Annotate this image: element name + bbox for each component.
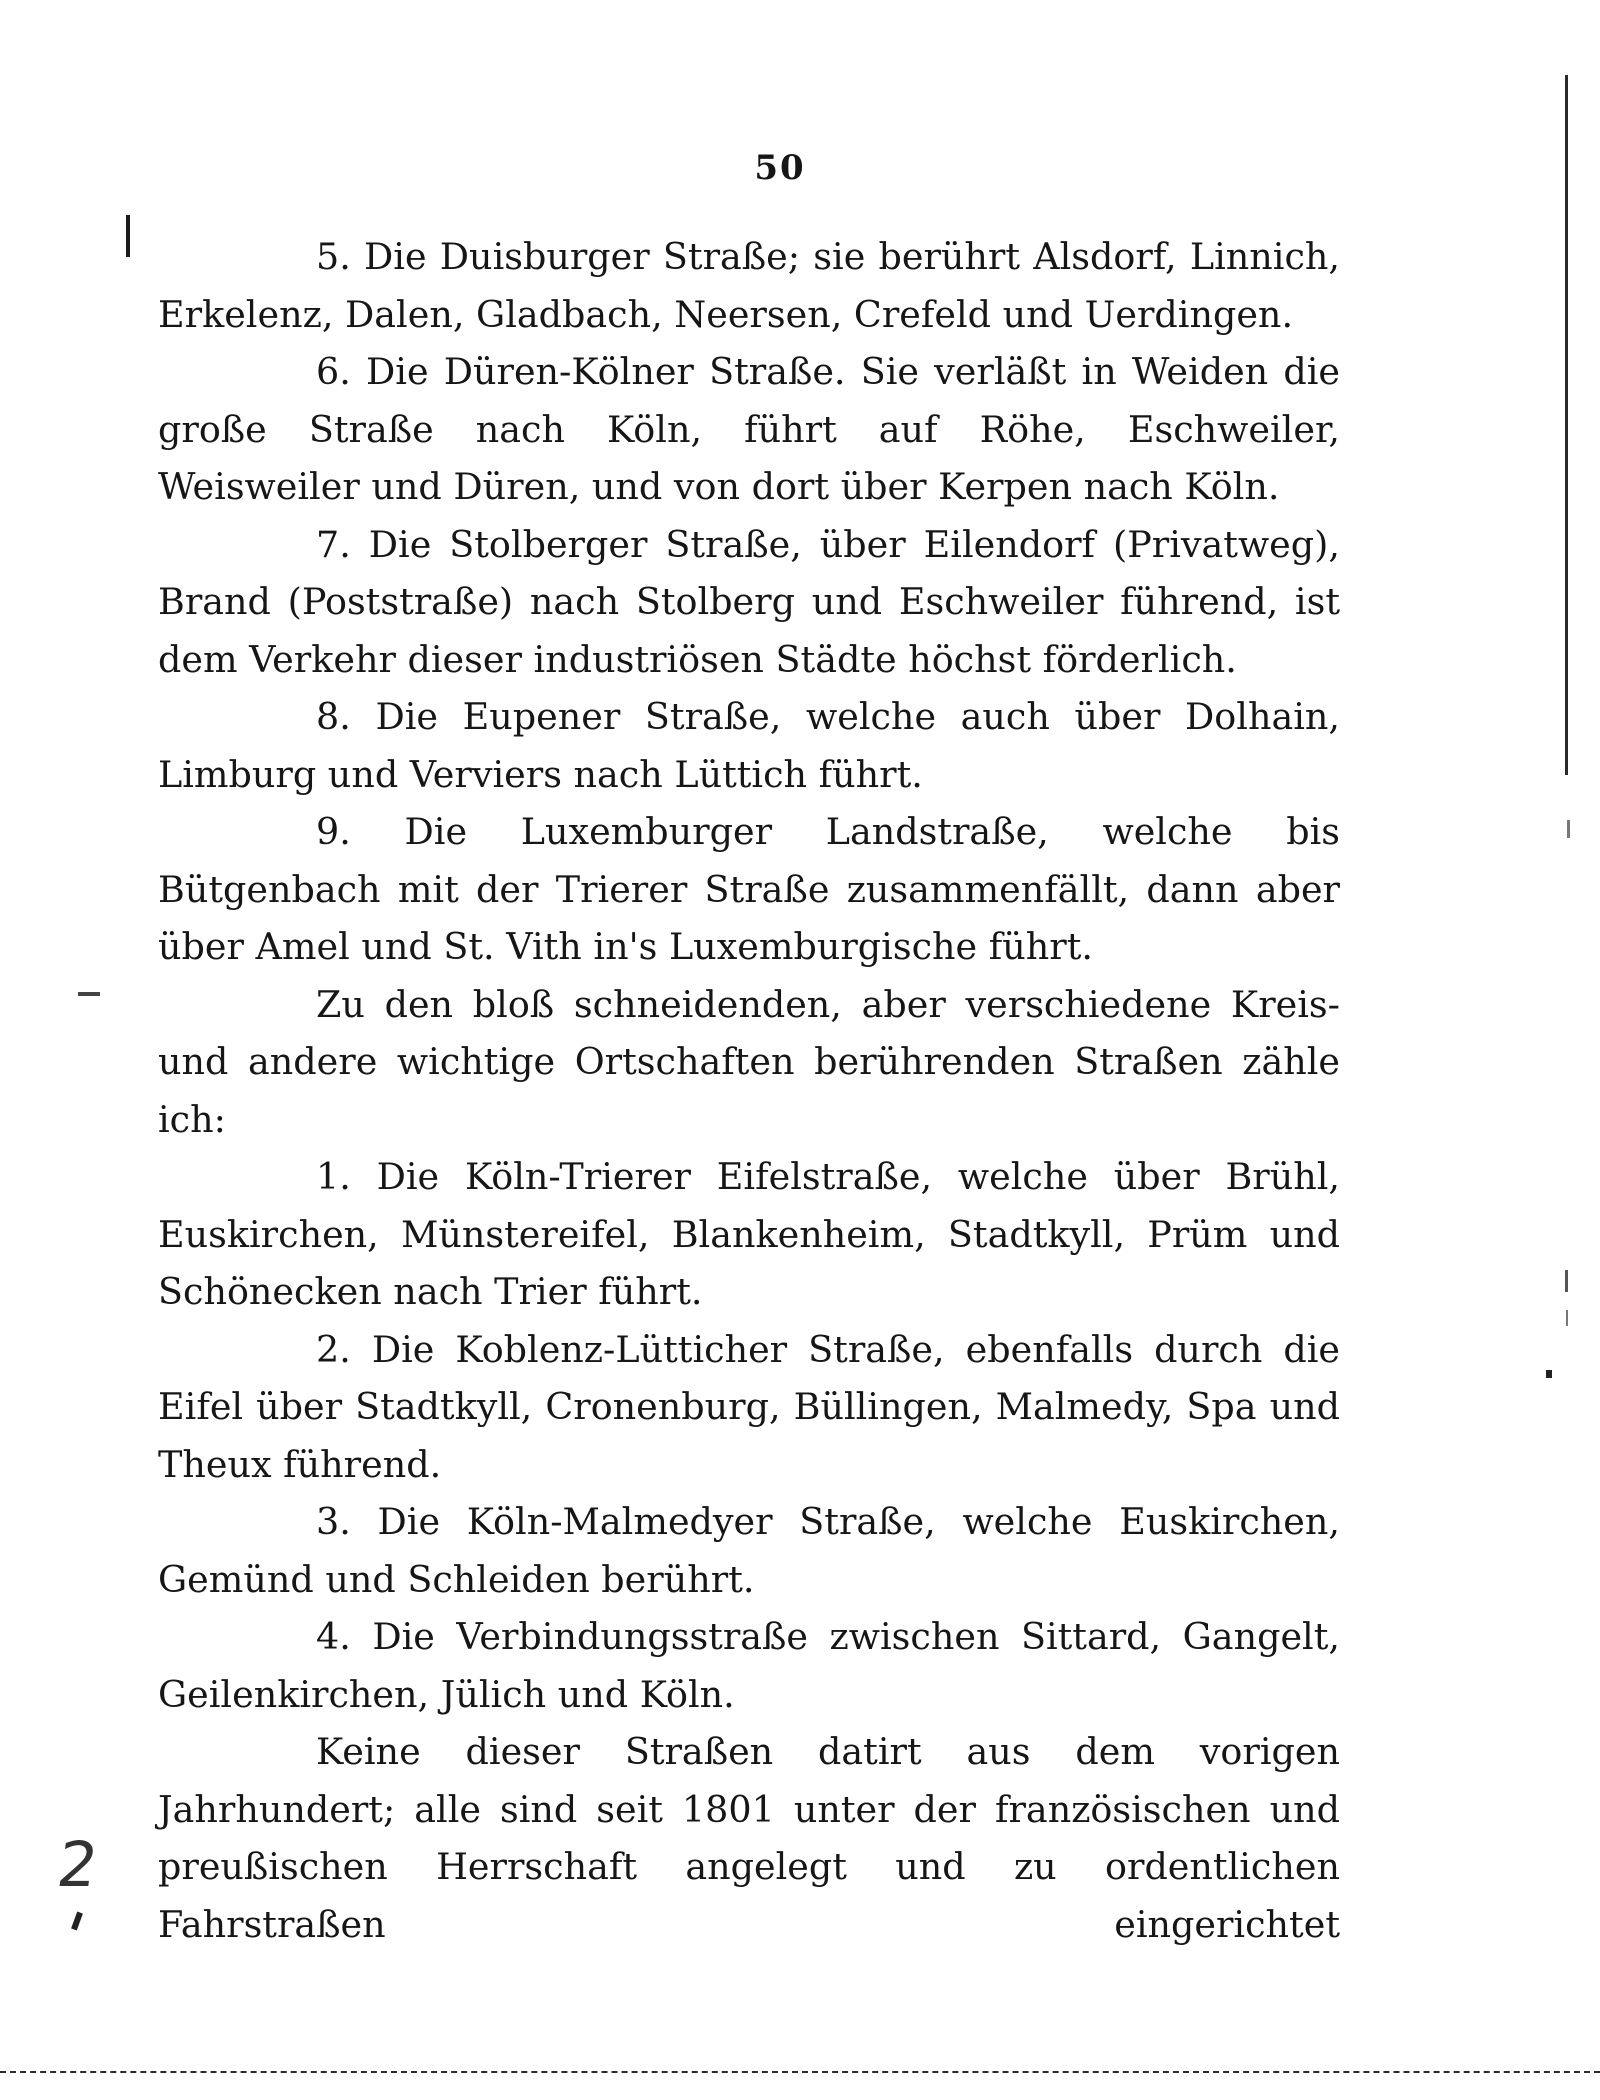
paragraph: 8. Die Eupener Straße, welche auch über Dolhain, Limburg und Verviers nach Lüttich führt.: [158, 695, 1340, 796]
handwritten-tick-mark: [71, 1912, 83, 1931]
margin-mark-left-dots: [78, 992, 100, 996]
body-text: [158, 228, 1340, 1953]
margin-mark-right-tick: [1567, 820, 1570, 838]
paragraph: 1. Die Köln-Trierer Eifelstraße, welche über Brühl, Euskirchen, Münstereifel, Blankenheim, Stadtkyll, Prüm und Schönecken nach Trier führt.: [158, 1155, 1340, 1313]
paragraph: Zu den bloß schneidenden, aber verschiedene Kreis- und andere wichtige Ortschaften berührenden Straßen zähle ich:: [158, 982, 1340, 1141]
paragraph: 4. Die Verbindungsstraße zwischen Sittard, Gangelt, Geilenkirchen, Jülich und Köln.: [158, 1615, 1340, 1716]
paragraph: 5. Die Duisburger Straße; sie berührt Alsdorf, Linnich, Erkelenz, Dalen, Gladbach, Neersen, Crefeld und Uerdingen.: [158, 235, 1340, 336]
paragraph: 6. Die Düren-Kölner Straße. Sie verläßt in Weiden die große Straße nach Köln, führt auf Röhe, Eschweiler, Weisweiler und Düren, und von dort über Kerpen nach Köln.: [158, 350, 1340, 508]
margin-mark-right-edge: [1565, 75, 1568, 775]
handwritten-margin-note: 2: [52, 1828, 103, 1901]
paragraph: 9. Die Luxemburger Landstraße, welche bis Bütgenbach mit der Trierer Straße zusammenfällt, dann aber über Amel und St. Vith in's Luxemburgische führt.: [158, 810, 1340, 968]
paragraph: Keine dieser Straßen datirt aus dem vorigen Jahrhundert; alle sind seit 1801 unter der französischen und preußischen Herrschaft angelegt und zu ordentlichen Fahrstraßen eingerichtet: [158, 1730, 1340, 1946]
margin-mark-right-tick: [1565, 1270, 1568, 1292]
page-number: 50: [754, 148, 806, 188]
margin-mark-right-dot: [1546, 1370, 1552, 1378]
paragraph: 7. Die Stolberger Straße, über Eilendorf (Privatweg), Brand (Poststraße) nach Stolberg und Eschweiler führend, ist dem Verkehr dieser industriösen Städte höchst förderlich.: [158, 522, 1340, 681]
paragraph: 3. Die Köln-Malmedyer Straße, welche Euskirchen, Gemünd und Schleiden berührt.: [158, 1500, 1340, 1601]
bottom-scan-edge: [0, 2071, 1600, 2073]
margin-mark-right-tick: [1566, 1310, 1568, 1326]
margin-mark-left: [126, 215, 130, 257]
paragraph: 2. Die Koblenz-Lütticher Straße, ebenfalls durch die Eifel über Stadtkyll, Cronenburg, Büllingen, Malmedy, Spa und Theux führend.: [158, 1327, 1340, 1486]
